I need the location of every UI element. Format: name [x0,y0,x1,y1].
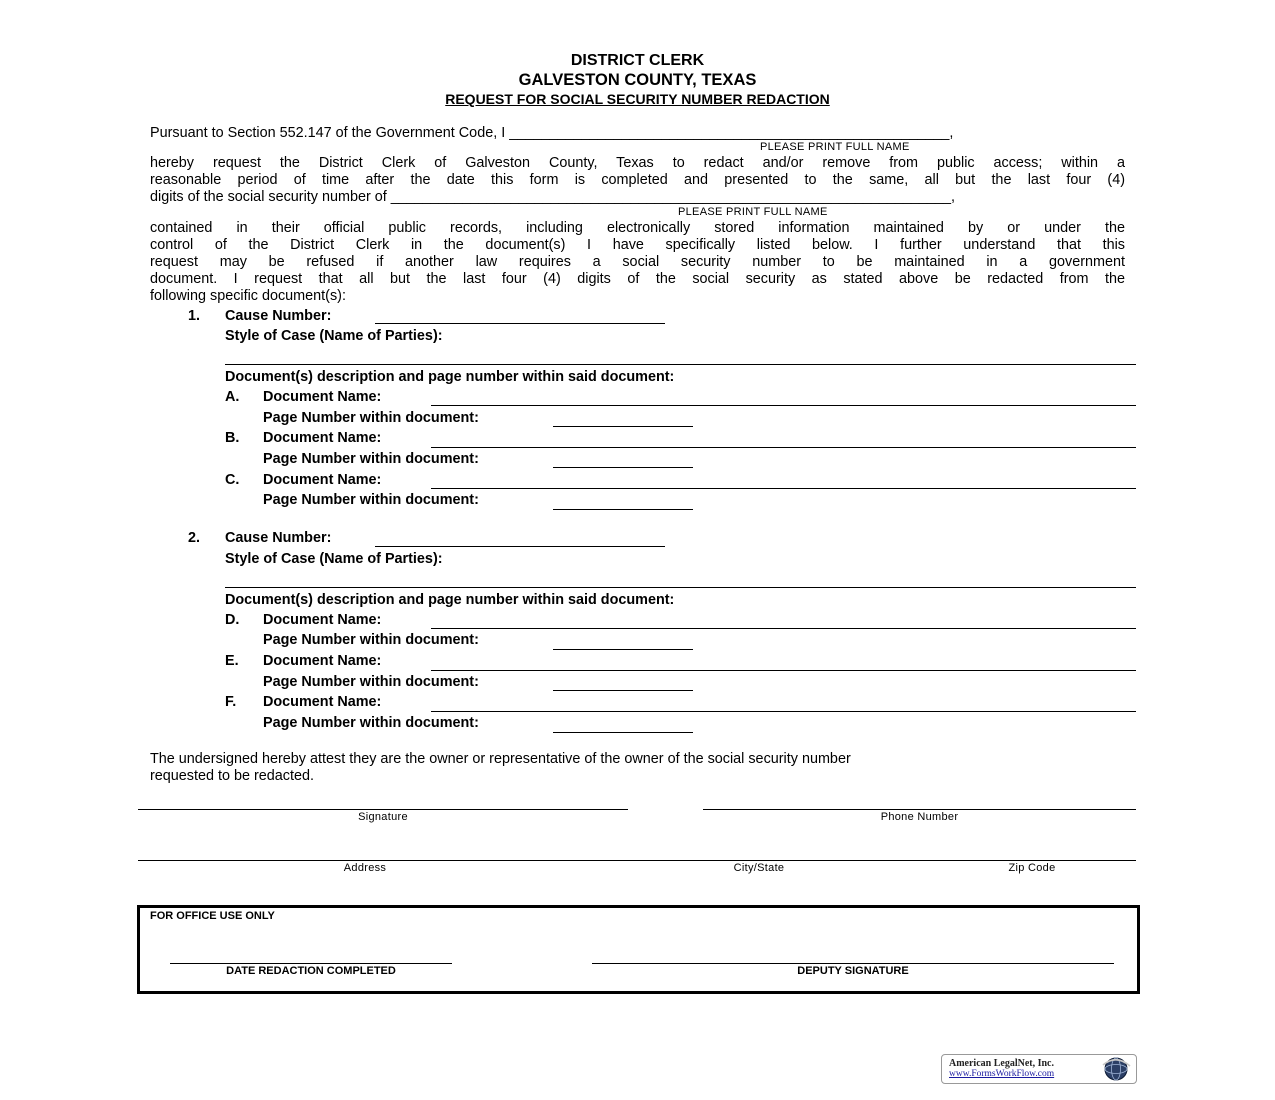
attest-line-2: requested to be redacted. [150,768,315,784]
document-name-label: Document Name: [263,653,382,669]
para-last-line: following specific document(s): [150,288,346,304]
intro-line-3: reasonable period of time after the date this form is completed and presented to the same, all but the last four (4) [150,172,1125,188]
doc-desc-label: Document(s) description and page number within said document: [225,369,675,385]
header-county: GALVESTON COUNTY, TEXAS [518,71,757,89]
date-redaction-field[interactable] [170,963,452,964]
para-line-3: request may be refused if another law requires a social security number to be maintained in a government [150,254,1125,270]
city-state-label: City/State [733,862,785,874]
attest-line-1: The undersigned hereby attest they are the owner or representative of the owner of the social security number [150,751,851,767]
doc-letter: C. [225,472,240,488]
page-number-field[interactable] [553,467,693,468]
intro-line-1: Pursuant to Section 552.147 of the Government Code, I _______________________________________________________, [150,125,954,141]
page-number-field[interactable] [553,649,693,650]
doc-letter: B. [225,430,240,446]
address-field[interactable] [138,860,1136,861]
cause-number-field[interactable] [375,323,665,324]
form-title: REQUEST FOR SOCIAL SECURITY NUMBER REDACTION [445,91,830,107]
footer-company: American LegalNet, Inc. [949,1058,1054,1069]
office-use-title: FOR OFFICE USE ONLY [150,910,275,922]
style-of-case-field[interactable] [225,587,1136,588]
cause-number-label: Cause Number: [225,530,332,546]
address-label: Address [343,862,387,874]
page-number-label: Page Number within document: [263,674,479,690]
header-title: DISTRICT CLERK [570,52,705,69]
page-number-label: Page Number within document: [263,451,479,467]
page-number-field[interactable] [553,509,693,510]
case-number: 2. [188,530,201,546]
full-name-field-2[interactable]: ______________________________________________________________________, [390,189,956,205]
page-number-label: Page Number within document: [263,632,479,648]
doc-desc-label: Document(s) description and page number within said document: [225,592,675,608]
print-name-label-1: PLEASE PRINT FULL NAME [760,141,910,153]
page-number-label: Page Number within document: [263,715,479,731]
style-of-case-field[interactable] [225,364,1136,365]
page-number-label: Page Number within document: [263,492,479,508]
doc-letter: E. [225,653,239,669]
deputy-signature-field[interactable] [592,963,1114,964]
cause-number-field[interactable] [375,546,665,547]
full-name-field-1[interactable]: _______________________________________________________, [509,125,954,141]
signature-label: Signature [358,811,408,823]
footer-url[interactable]: www.FormsWorkFlow.com [949,1069,1055,1079]
doc-letter: F. [225,694,237,710]
office-use-box [137,905,1140,994]
document-name-field[interactable] [431,628,1136,629]
style-of-case-label: Style of Case (Name of Parties): [225,328,443,344]
document-name-field[interactable] [431,670,1136,671]
page-number-field[interactable] [553,426,693,427]
document-name-label: Document Name: [263,389,382,405]
print-name-label-2: PLEASE PRINT FULL NAME [678,206,828,218]
zip-code-label: Zip Code [1008,862,1056,874]
intro-line-4: digits of the social security number of ______________________________________________________________________, [150,189,956,205]
intro-line-2: hereby request the District Clerk of Galveston County, Texas to redact and/or remove from public access; within a [150,155,1125,171]
document-name-label: Document Name: [263,472,382,488]
document-name-field[interactable] [431,711,1136,712]
page-number-field[interactable] [553,732,693,733]
document-name-field[interactable] [431,447,1136,448]
document-name-label: Document Name: [263,694,382,710]
phone-number-field[interactable] [703,809,1136,810]
footer-logo [941,1054,1137,1084]
phone-number-label: Phone Number [880,811,959,823]
page-number-label: Page Number within document: [263,410,479,426]
doc-letter: D. [225,612,240,628]
date-redaction-label: DATE REDACTION COMPLETED [226,965,396,977]
globe-icon [1099,1056,1133,1082]
para-line-1: contained in their official public records, including electronically stored information maintained by or under the [150,220,1125,236]
page-number-field[interactable] [553,690,693,691]
para-line-4: document. I request that all but the last four (4) digits of the social security as stated above be redacted from the [150,271,1125,287]
document-name-field[interactable] [431,405,1136,406]
document-name-label: Document Name: [263,612,382,628]
case-number: 1. [188,308,201,324]
doc-letter: A. [225,389,240,405]
style-of-case-label: Style of Case (Name of Parties): [225,551,443,567]
document-name-field[interactable] [431,488,1136,489]
para-line-2: control of the District Clerk in the document(s) I have specifically listed below. I further understand that this [150,237,1125,253]
cause-number-label: Cause Number: [225,308,332,324]
deputy-signature-label: DEPUTY SIGNATURE [797,965,909,977]
signature-field[interactable] [138,809,628,810]
document-name-label: Document Name: [263,430,382,446]
